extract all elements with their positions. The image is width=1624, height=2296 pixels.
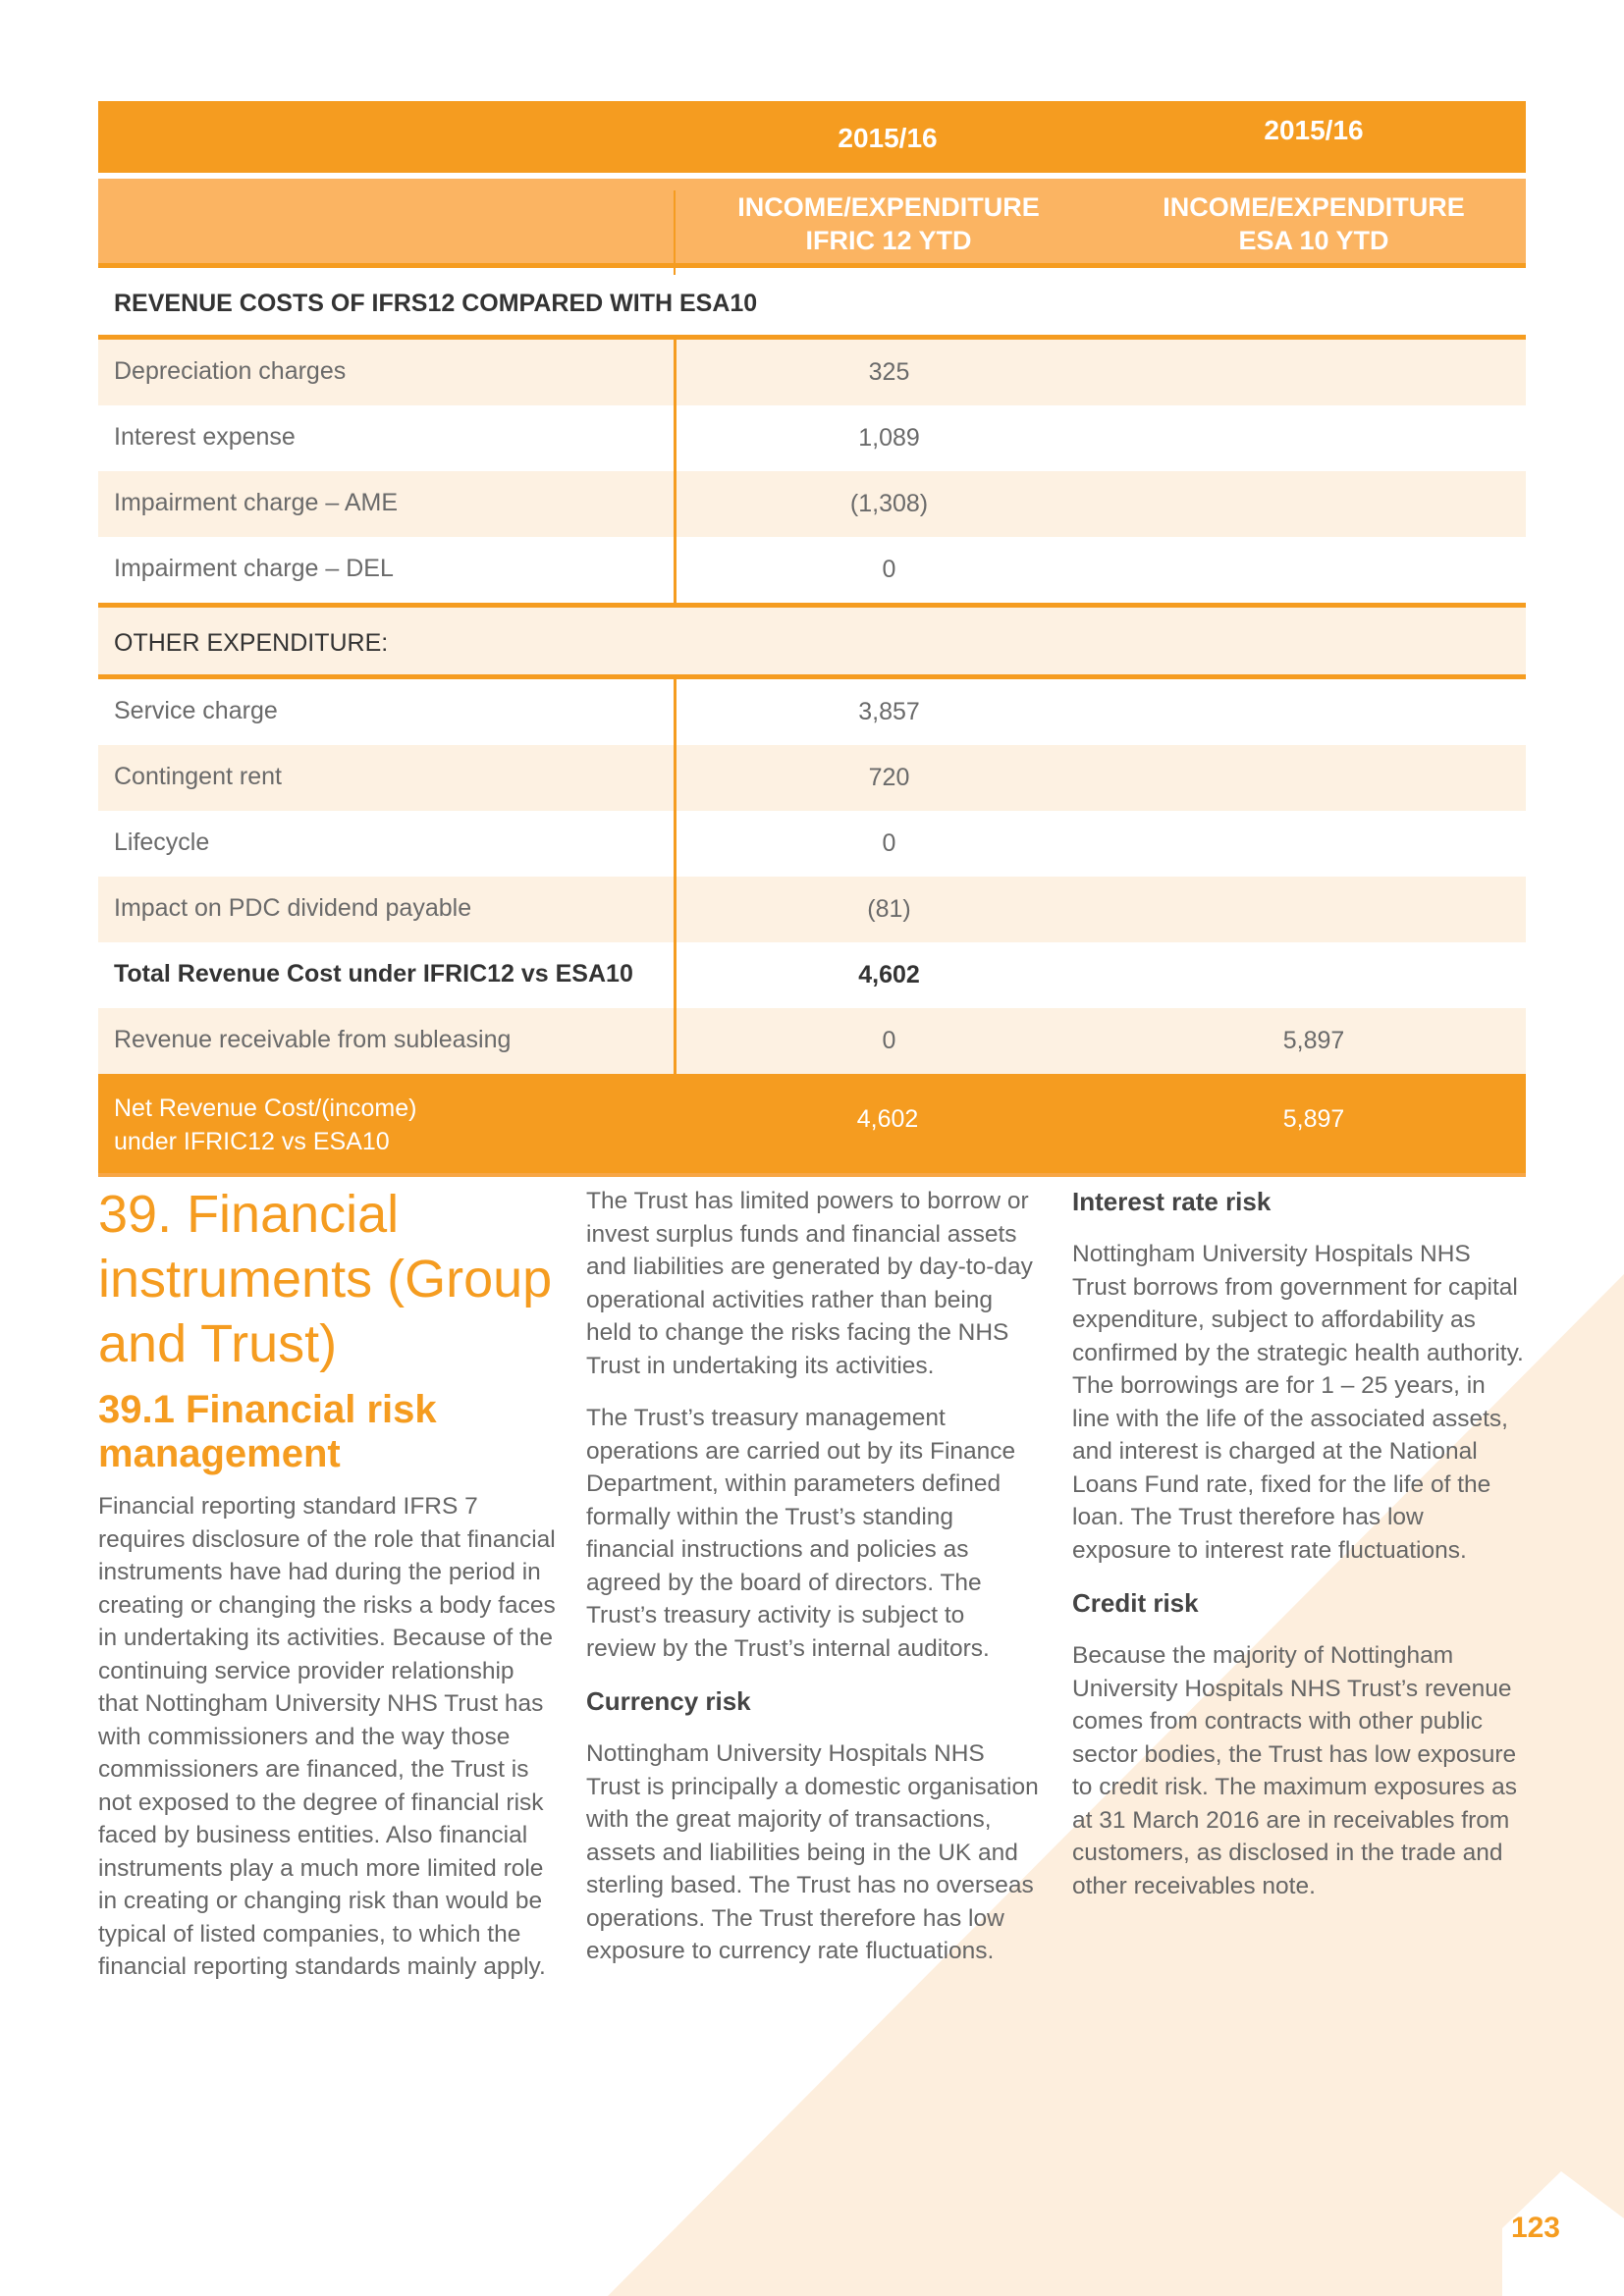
interest-rate-risk-heading: Interest rate risk (1072, 1187, 1272, 1216)
section-heading: 39. Financial instruments (Group and Trust) (98, 1185, 553, 1373)
table-row-total: Total Revenue Cost under IFRIC12 vs ESA10 4,602 (98, 942, 1526, 1008)
table-header-columns (98, 179, 1526, 268)
currency-risk-heading: Currency risk (586, 1686, 751, 1716)
header-col-ifric: INCOME/EXPENDITURE IFRIC 12 YTD (674, 190, 1102, 275)
paragraph: The Trust has limited powers to borrow or invest surplus funds and financial assets and liabilities are generated by day-to-day operational activities rather than being held to change the risks facing the NHS Trust in undertaking its activities. (586, 1188, 1033, 1379)
article-column-2 (586, 1185, 1040, 1988)
header-col-esa: INCOME/EXPENDITURE ESA 10 YTD (1163, 192, 1465, 255)
section-revenue-costs: REVENUE COSTS OF IFRS12 COMPARED WITH ESA10 (114, 290, 758, 317)
table-row: Contingent rent 720 (98, 745, 1526, 811)
table-row: Impact on PDC dividend payable (81) (98, 877, 1526, 942)
subsection-heading: 39.1 Financial risk management (98, 1388, 437, 1475)
table-row-net: Net Revenue Cost/(income) under IFRIC12 vs ESA10 4,602 5,897 (98, 1074, 1526, 1177)
paragraph: Because the majority of Nottingham University Hospitals NHS Trust’s revenue comes from contracts with other public sector bodies, the Trust has low exposure to credit risk. The maximum exposures as at 31 March 2016 are in receivables from customers, as disclosed in the trade and other receivables note. (1072, 1642, 1517, 1899)
article-column-3 (1072, 1185, 1526, 1922)
table-row: Service charge 3,857 (98, 679, 1526, 745)
header-year-ifric: 2015/16 (838, 123, 938, 153)
table-row: Impairment charge – DEL 0 (98, 537, 1526, 603)
header-year-esa: 2015/16 (1264, 115, 1364, 145)
table-row: Revenue receivable from subleasing 0 5,897 (98, 1008, 1526, 1074)
table-row: Depreciation charges 325 (98, 340, 1526, 405)
section-other-expenditure: OTHER EXPENDITURE: (98, 608, 1526, 674)
paragraph: Nottingham University Hospitals NHS Trust is principally a domestic organisation with the great majority of transactions, assets and liabilities being in the UK and sterling based. The Trust has no overseas operations. The Trust therefore has low exposure to currency rate fluctuations. (586, 1740, 1039, 1964)
paragraph: Nottingham University Hospitals NHS Trust borrows from government for capital expenditure, subject to affordability as confirmed by the strategic health authority. The borrowings are for 1 – 25 years, in line with the life of the associated assets, and interest is charged at the National Loans Fund rate, fixed for the life of the loan. The Trust therefore has low exposure to interest rate fluctuations. (1072, 1241, 1524, 1564)
table-row: Lifecycle 0 (98, 811, 1526, 877)
revenue-cost-table (98, 101, 1526, 1177)
paragraph: Financial reporting standard IFRS 7 requires disclosure of the role that financial instruments have had during the period in creating or changing the risks a body faces in undertaking its activities. Because of the continuing service provider relationship that Nottingham University NHS Trust has with commissioners and the way those commissioners are financed, the Trust is not exposed to the degree of financial risk faced by business entities. Also financial instruments play a much more limited role in creating or changing risk than would be typical of listed companies, to which the financial reporting standards mainly apply. (98, 1493, 556, 1980)
table-header-years (98, 101, 1526, 173)
table-row: Impairment charge – AME (1,308) (98, 471, 1526, 537)
article-column-1 (98, 1182, 560, 2003)
paragraph: The Trust’s treasury management operations are carried out by its Finance Department, within parameters defined formally within the Trust’s standing financial instructions and policies as agreed by the board of directors. The Trust’s treasury activity is subject to review by the Trust’s internal auditors. (586, 1405, 1016, 1662)
table-row: Interest expense 1,089 (98, 405, 1526, 471)
credit-risk-heading: Credit risk (1072, 1588, 1199, 1618)
page-number: 123 (1510, 2212, 1560, 2244)
